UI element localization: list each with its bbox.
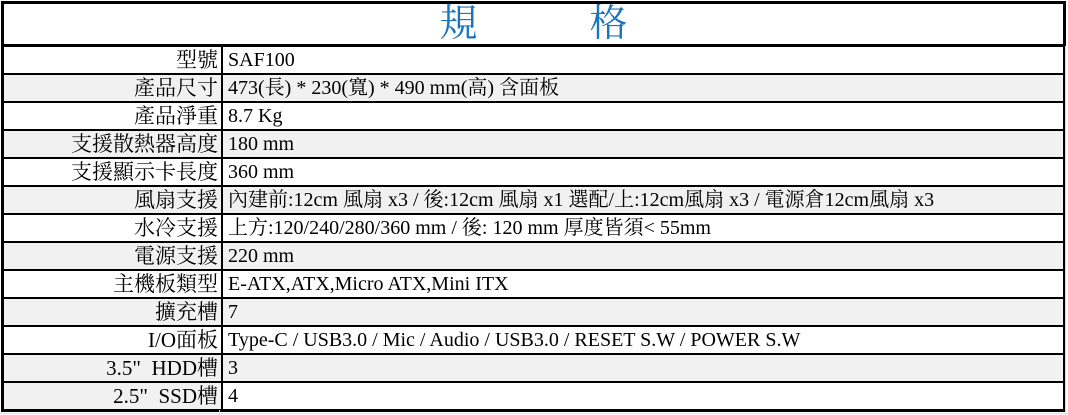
spec-value: 內建前:12cm 風扇 x3 / 後:12cm 風扇 x1 選配/上:12cm風扇 x3 / 電源倉12cm風扇 x3 <box>228 189 935 211</box>
spec-label: 產品淨重 <box>4 103 223 129</box>
spec-value: SAF100 <box>228 49 295 71</box>
spec-value: 4 <box>228 385 238 407</box>
spec-value: 8.7 Kg <box>228 105 283 127</box>
spec-row-gpu-length <box>4 159 1063 187</box>
spec-label: 風扇支援 <box>4 187 223 213</box>
spec-value: Type-C / USB3.0 / Mic / Audio / USB3.0 / RESET S.W / POWER S.W <box>228 329 801 351</box>
spec-value: 360 mm <box>228 161 295 183</box>
spec-value: 473(長) * 230(寬) * 490 mm(高) 含面板 <box>228 77 560 99</box>
spec-label: 支援顯示卡長度 <box>4 159 223 185</box>
spec-row-motherboard-type <box>4 271 1063 299</box>
spec-row-psu-support <box>4 243 1063 271</box>
spec-label: 擴充槽 <box>4 299 223 325</box>
spec-label: 產品尺寸 <box>4 75 223 101</box>
spec-row-io-panel <box>4 327 1063 355</box>
spec-label: 水冷支援 <box>4 215 223 241</box>
spec-row-hdd-bays <box>4 355 1063 383</box>
spec-row-ssd-bays <box>4 383 1063 409</box>
spec-row-net-weight <box>4 103 1063 131</box>
spec-row-water-cooling <box>4 215 1063 243</box>
spreadsheet-gridline <box>1065 46 1066 415</box>
spec-value: 上方:120/240/280/360 mm / 後: 120 mm 厚度皆須< 55mm <box>228 217 711 239</box>
spec-value: 7 <box>228 301 238 323</box>
spec-label: 電源支援 <box>4 243 223 269</box>
spec-table <box>1 1 1066 412</box>
spec-label: 主機板類型 <box>4 271 223 297</box>
spec-value: E-ATX,ATX,Micro ATX,Mini ITX <box>228 273 509 295</box>
spec-label: 支援散熱器高度 <box>4 131 223 157</box>
table-title-row <box>4 4 1063 47</box>
spec-value: 180 mm <box>228 133 295 155</box>
spreadsheet-gridline <box>0 413 1068 414</box>
spec-label: 型號 <box>4 47 223 73</box>
spec-row-dimensions <box>4 75 1063 103</box>
spec-value: 220 mm <box>228 245 295 267</box>
table-title: 規格 <box>439 4 740 45</box>
spec-row-cooler-height <box>4 131 1063 159</box>
spec-row-expansion-slots <box>4 299 1063 327</box>
spec-label: 2.5" SSD槽 <box>4 383 223 409</box>
spec-value: 3 <box>228 357 238 379</box>
spec-row-model <box>4 47 1063 75</box>
spec-row-fan-support <box>4 187 1063 215</box>
spec-label: 3.5" HDD槽 <box>4 355 223 381</box>
spec-label: I/O面板 <box>4 327 223 353</box>
